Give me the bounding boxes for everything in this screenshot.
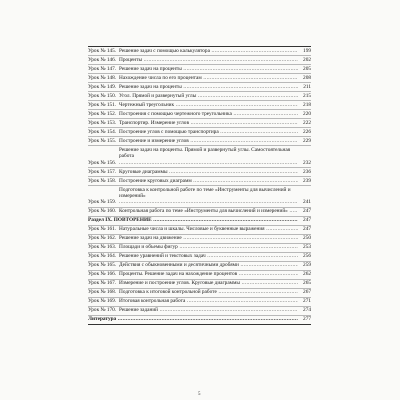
lesson-page: 259 xyxy=(303,262,311,269)
toc-row xyxy=(88,65,311,74)
lesson-page: 202 xyxy=(303,56,311,63)
lesson-number: Урок № 155. xyxy=(88,137,117,144)
lesson-page: 247 xyxy=(303,226,311,233)
lesson-page: 267 xyxy=(303,289,311,296)
lesson-title: Измерение и построение углов. Круговые диаграммы ..... xyxy=(119,280,298,286)
lesson-title: Решение задач на проценты ..... xyxy=(119,66,298,72)
lesson-page: 229 xyxy=(303,137,311,144)
lesson-page: 271 xyxy=(303,298,311,305)
lesson-page: 215 xyxy=(303,92,311,99)
lesson-page: 222 xyxy=(303,119,311,126)
lesson-number: Урок № 154. xyxy=(88,128,117,135)
toc-row xyxy=(88,244,311,253)
lesson-title: Литература ..... xyxy=(88,316,298,322)
toc-row xyxy=(88,186,311,208)
toc-row xyxy=(88,119,311,128)
lesson-title: Проценты ..... xyxy=(119,57,298,63)
lesson-page: 265 xyxy=(303,280,311,287)
lesson-number: Урок № 152. xyxy=(88,110,117,117)
lesson-number: Урок № 165. xyxy=(88,262,117,269)
lesson-title: Построения с помощью чертежного треугольника ..... xyxy=(119,111,298,117)
lesson-title: Проценты. Решение задач на нахождение процентов ..... xyxy=(119,271,298,277)
toc-row xyxy=(88,235,311,244)
lesson-number: Урок № 158. xyxy=(88,177,117,184)
lesson-page: 253 xyxy=(303,244,311,251)
lesson-number: Урок № 170. xyxy=(88,307,117,314)
lesson-title: Нахождение числа по его процентам ..... xyxy=(119,75,298,81)
lesson-title: Решение задач с помощью калькулятора ..... xyxy=(119,48,298,54)
lesson-title: Решение задач на проценты ..... xyxy=(119,84,298,90)
toc-row xyxy=(88,128,311,137)
page-number: 5 xyxy=(198,392,201,397)
lesson-number: Урок № 147. xyxy=(88,65,117,72)
lesson-title: Подготовка к контрольной работе по теме «Инструменты для вычислений и измерений» ..... xyxy=(119,187,298,206)
lesson-page: 232 xyxy=(303,159,311,166)
lesson-title: Построение круговых диаграмм ..... xyxy=(119,178,298,184)
lesson-number: Урок № 159. xyxy=(88,199,117,206)
lesson-number: Урок № 161. xyxy=(88,226,117,233)
lesson-number: Урок № 167. xyxy=(88,280,117,287)
toc-row xyxy=(88,137,311,146)
lesson-title: Транспортир. Измерение углов ..... xyxy=(119,120,298,126)
lesson-number: Урок № 168. xyxy=(88,289,117,296)
toc-row xyxy=(88,271,311,280)
toc-row xyxy=(88,74,311,83)
lesson-page: 208 xyxy=(303,74,311,81)
lesson-page: 247 xyxy=(303,208,311,215)
toc-row xyxy=(88,47,311,56)
lesson-number: Урок № 150. xyxy=(88,92,117,99)
lesson-title: Контрольная работа по теме «Инструменты для вычислений и измерений» ..... xyxy=(119,208,298,214)
lesson-title: Натуральные числа и шкалы. Числовые и буквенные выражения ..... xyxy=(119,226,298,232)
lesson-page: 277 xyxy=(303,316,311,323)
lesson-number: Урок № 145. xyxy=(88,47,117,54)
toc-row xyxy=(88,298,311,307)
lesson-number: Урок № 148. xyxy=(88,74,117,81)
lesson-page: 211 xyxy=(303,83,311,90)
lesson-number: Урок № 162. xyxy=(88,235,117,242)
toc-row xyxy=(88,56,311,65)
toc-row xyxy=(88,92,311,101)
lesson-page: 274 xyxy=(303,307,311,314)
toc-section-row xyxy=(88,217,311,226)
lesson-page: 239 xyxy=(303,177,311,184)
toc-row xyxy=(88,110,311,119)
lesson-page: 226 xyxy=(303,128,311,135)
lesson-title: Решение заданий ..... xyxy=(119,307,298,313)
table-of-contents xyxy=(88,46,311,325)
lesson-number: Урок № 164. xyxy=(88,253,117,260)
lesson-title: Чертежный треугольник ..... xyxy=(119,102,298,108)
lesson-page: 247 xyxy=(303,217,311,224)
toc-section-row xyxy=(88,316,311,324)
lesson-title: Подготовка к итоговой контрольной работе ..... xyxy=(119,289,298,295)
lesson-title: Решение задач на проценты. Прямой и развернутый углы. Самостоятельная работа ..... xyxy=(119,147,298,166)
toc-row xyxy=(88,146,311,168)
toc-row xyxy=(88,307,311,316)
toc-row xyxy=(88,280,311,289)
toc-row xyxy=(88,168,311,177)
lesson-page: 256 xyxy=(303,253,311,260)
lesson-page: 218 xyxy=(303,101,311,108)
lesson-title: Площади и объемы фигур ..... xyxy=(119,244,298,250)
lesson-number: Урок № 149. xyxy=(88,83,117,90)
toc-row xyxy=(88,262,311,271)
lesson-page: 241 xyxy=(303,199,311,206)
lesson-page: 250 xyxy=(303,235,311,242)
lesson-title: Угол. Прямой и развернутый углы ..... xyxy=(119,93,298,99)
lesson-title: Итоговая контрольная работа ..... xyxy=(119,298,298,304)
lesson-number: Урок № 169. xyxy=(88,298,117,305)
lesson-page: 199 xyxy=(303,47,311,54)
lesson-page: 236 xyxy=(303,168,311,175)
lesson-number: Урок № 157. xyxy=(88,168,117,175)
lesson-number: Урок № 166. xyxy=(88,271,117,278)
lesson-page: 220 xyxy=(303,110,311,117)
toc-row xyxy=(88,289,311,298)
lesson-number: Урок № 153. xyxy=(88,119,117,126)
lesson-number: Урок № 151. xyxy=(88,101,117,108)
toc-row xyxy=(88,208,311,217)
lesson-title: Круговые диаграммы ..... xyxy=(119,169,298,175)
lesson-number: Урок № 156. xyxy=(88,159,117,166)
lesson-title: Построение и измерение углов ..... xyxy=(119,138,298,144)
lesson-number: Урок № 163. xyxy=(88,244,117,251)
lesson-page: 262 xyxy=(303,271,311,278)
toc-row xyxy=(88,101,311,110)
lesson-number: Урок № 146. xyxy=(88,56,117,63)
toc-row xyxy=(88,177,311,186)
toc-row xyxy=(88,226,311,235)
lesson-page: 205 xyxy=(303,65,311,72)
lesson-title: Раздел IX. ПОВТОРЕНИЕ ..... xyxy=(88,217,298,223)
lesson-title: Построение углов с помощью транспортира ..... xyxy=(119,129,298,135)
lesson-title: Действия с обыкновенными и десятичными дробями ..... xyxy=(119,262,298,268)
lesson-title: Решение уравнений и текстовых задач ..... xyxy=(119,253,298,259)
lesson-number: Урок № 160. xyxy=(88,208,117,215)
lesson-title: Решение задач на движение ..... xyxy=(119,235,298,241)
toc-row xyxy=(88,253,311,262)
toc-row xyxy=(88,83,311,92)
